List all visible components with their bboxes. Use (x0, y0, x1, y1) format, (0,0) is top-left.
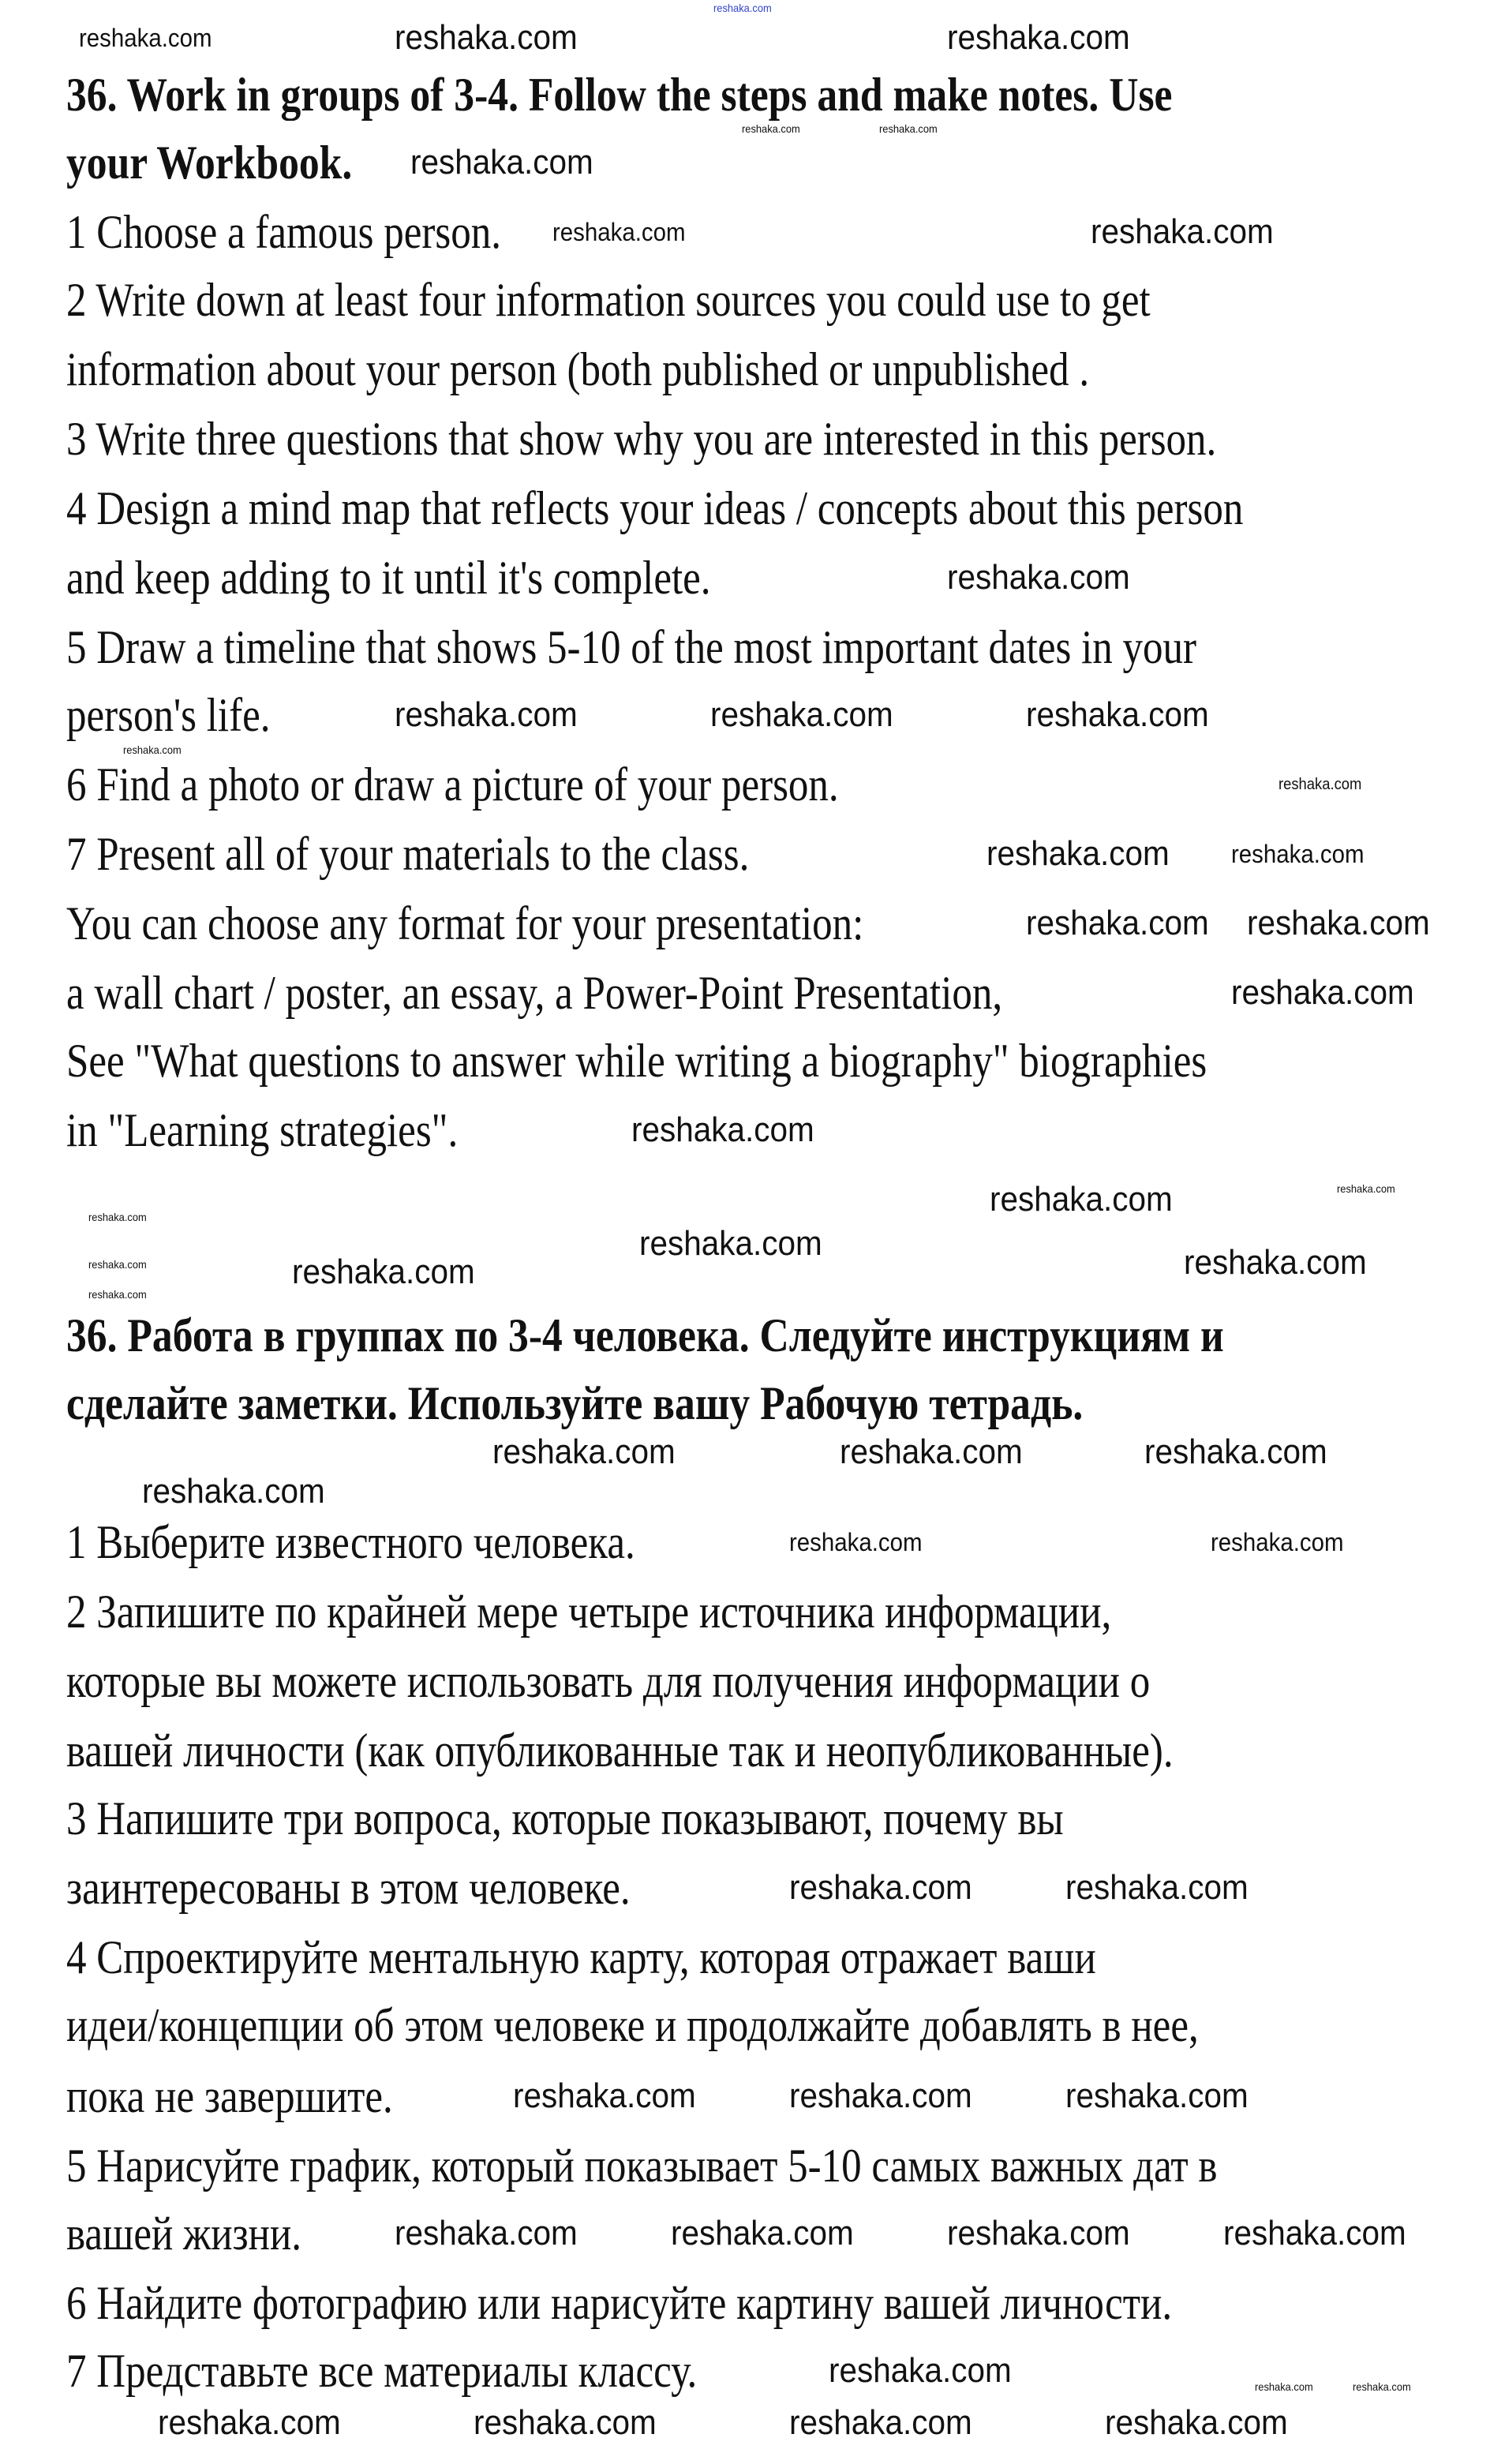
english-body-line: and keep adding to it until it's complete. (66, 552, 711, 604)
english-body-line: a wall chart / poster, an essay, a Power-Point Presentation, (66, 967, 1003, 1019)
russian-body-line: 6 Найдите фотографию или нарисуйте картину вашей личности. (66, 2277, 1173, 2329)
watermark-text: reshaka.com (1091, 212, 1274, 251)
watermark-text: reshaka.com (789, 2076, 972, 2115)
watermark-text: reshaka.com (1184, 1243, 1367, 1282)
english-body-line: See "What questions to answer while writing a biography" biographies (66, 1035, 1207, 1087)
russian-body-line: вашей жизни. (66, 2207, 302, 2260)
english-body-line: 4 Design a mind map that reflects your ideas / concepts about this person (66, 482, 1244, 534)
watermark-text: reshaka.com (1223, 2214, 1406, 2252)
english-body-line: 6 Find a photo or draw a picture of your person. (66, 758, 839, 811)
russian-heading-line: 36. Работа в группах по 3-4 человека. Следуйте инструкциям и (66, 1309, 1224, 1361)
watermark-text: reshaka.com (88, 1258, 147, 1271)
russian-body-line: 4 Спроектируйте ментальную карту, которая отражает ваши (66, 1931, 1096, 1983)
watermark-text: reshaka.com (742, 122, 800, 135)
watermark-text: reshaka.com (639, 1224, 822, 1263)
watermark-text: reshaka.com (492, 1432, 676, 1471)
watermark-text: reshaka.com (1247, 904, 1430, 942)
watermark-text: reshaka.com (88, 1288, 147, 1301)
watermark-text: reshaka.com (789, 1868, 972, 1907)
watermark-text: reshaka.com (947, 558, 1130, 597)
english-body-line: 1 Choose a famous person. (66, 206, 501, 258)
watermark-text: reshaka.com (1353, 2380, 1411, 2393)
watermark-text: reshaka.com (947, 2214, 1130, 2252)
watermark-text: reshaka.com (1144, 1432, 1327, 1471)
russian-body-line: пока не завершите. (66, 2070, 393, 2122)
watermark-text: reshaka.com (713, 2, 772, 14)
watermark-text: reshaka.com (990, 1180, 1173, 1219)
watermark-text: reshaka.com (142, 1472, 325, 1511)
watermark-text: reshaka.com (513, 2076, 696, 2115)
watermark-text: reshaka.com (671, 2214, 854, 2252)
watermark-text: reshaka.com (123, 743, 182, 756)
watermark-text: reshaka.com (410, 143, 593, 182)
watermark-text: reshaka.com (395, 695, 578, 734)
watermark-text: reshaka.com (1211, 1528, 1344, 1556)
watermark-text: reshaka.com (158, 2403, 341, 2442)
english-body-line: 3 Write three questions that show why you are interested in this person. (66, 413, 1217, 465)
russian-body-line: 5 Нарисуйте график, который показывает 5-10 самых важных дат в (66, 2140, 1218, 2192)
english-body-line: 5 Draw a timeline that shows 5-10 of the most important dates in your (66, 621, 1196, 673)
watermark-text: reshaka.com (1337, 1182, 1395, 1195)
russian-body-line: вашей личности (как опубликованные так и неопубликованные). (66, 1724, 1174, 1777)
watermark-text: reshaka.com (395, 2214, 578, 2252)
english-body-line: in "Learning strategies". (66, 1104, 459, 1156)
watermark-text: reshaka.com (1026, 695, 1209, 734)
russian-body-line: 3 Напишите три вопроса, которые показывают, почему вы (66, 1792, 1064, 1844)
watermark-text: reshaka.com (789, 2403, 972, 2442)
watermark-text: reshaka.com (829, 2351, 1012, 2390)
watermark-text: reshaka.com (395, 18, 578, 57)
russian-body-line: 1 Выберите известного человека. (66, 1516, 635, 1568)
watermark-text: reshaka.com (88, 1211, 147, 1223)
english-body-line: You can choose any format for your presentation: (66, 897, 864, 949)
english-body-line: 2 Write down at least four information sources you could use to get (66, 274, 1151, 326)
watermark-text: reshaka.com (947, 18, 1130, 57)
russian-heading-line: сделайте заметки. Используйте вашу Рабочую тетрадь. (66, 1377, 1084, 1429)
english-body-line: information about your person (both published or unpublished . (66, 343, 1090, 395)
watermark-text: reshaka.com (79, 24, 212, 52)
english-body-line: 7 Present all of your materials to the class. (66, 828, 750, 880)
watermark-text: reshaka.com (789, 1528, 923, 1556)
watermark-text: reshaka.com (292, 1253, 475, 1291)
watermark-text: reshaka.com (1231, 840, 1365, 868)
russian-body-line: 7 Представьте все материалы классу. (66, 2345, 698, 2397)
watermark-text: reshaka.com (1231, 973, 1414, 1012)
watermark-text: reshaka.com (1105, 2403, 1288, 2442)
watermark-text: reshaka.com (840, 1432, 1023, 1471)
watermark-text: reshaka.com (1065, 2076, 1249, 2115)
watermark-text: reshaka.com (879, 122, 938, 135)
watermark-text: reshaka.com (1278, 776, 1362, 793)
russian-body-line: которые вы можете использовать для получения информации о (66, 1655, 1151, 1707)
russian-body-line: идеи/концепции об этом человеке и продолжайте добавлять в нее, (66, 1999, 1199, 2051)
watermark-text: reshaka.com (1065, 1868, 1249, 1907)
watermark-text: reshaka.com (1255, 2380, 1313, 2393)
watermark-text: reshaka.com (552, 218, 686, 246)
watermark-text: reshaka.com (474, 2403, 657, 2442)
watermark-text: reshaka.com (986, 834, 1170, 873)
watermark-text: reshaka.com (631, 1110, 814, 1149)
english-body-line: person's life. (66, 689, 271, 741)
watermark-text: reshaka.com (1026, 904, 1209, 942)
russian-body-line: 2 Запишите по крайней мере четыре источника информации, (66, 1586, 1112, 1638)
watermark-text: reshaka.com (710, 695, 893, 734)
english-heading-line: 36. Work in groups of 3-4. Follow the steps and make notes. Use (66, 69, 1173, 121)
english-heading-line: your Workbook. (66, 137, 353, 189)
russian-body-line: заинтересованы в этом человеке. (66, 1862, 631, 1914)
